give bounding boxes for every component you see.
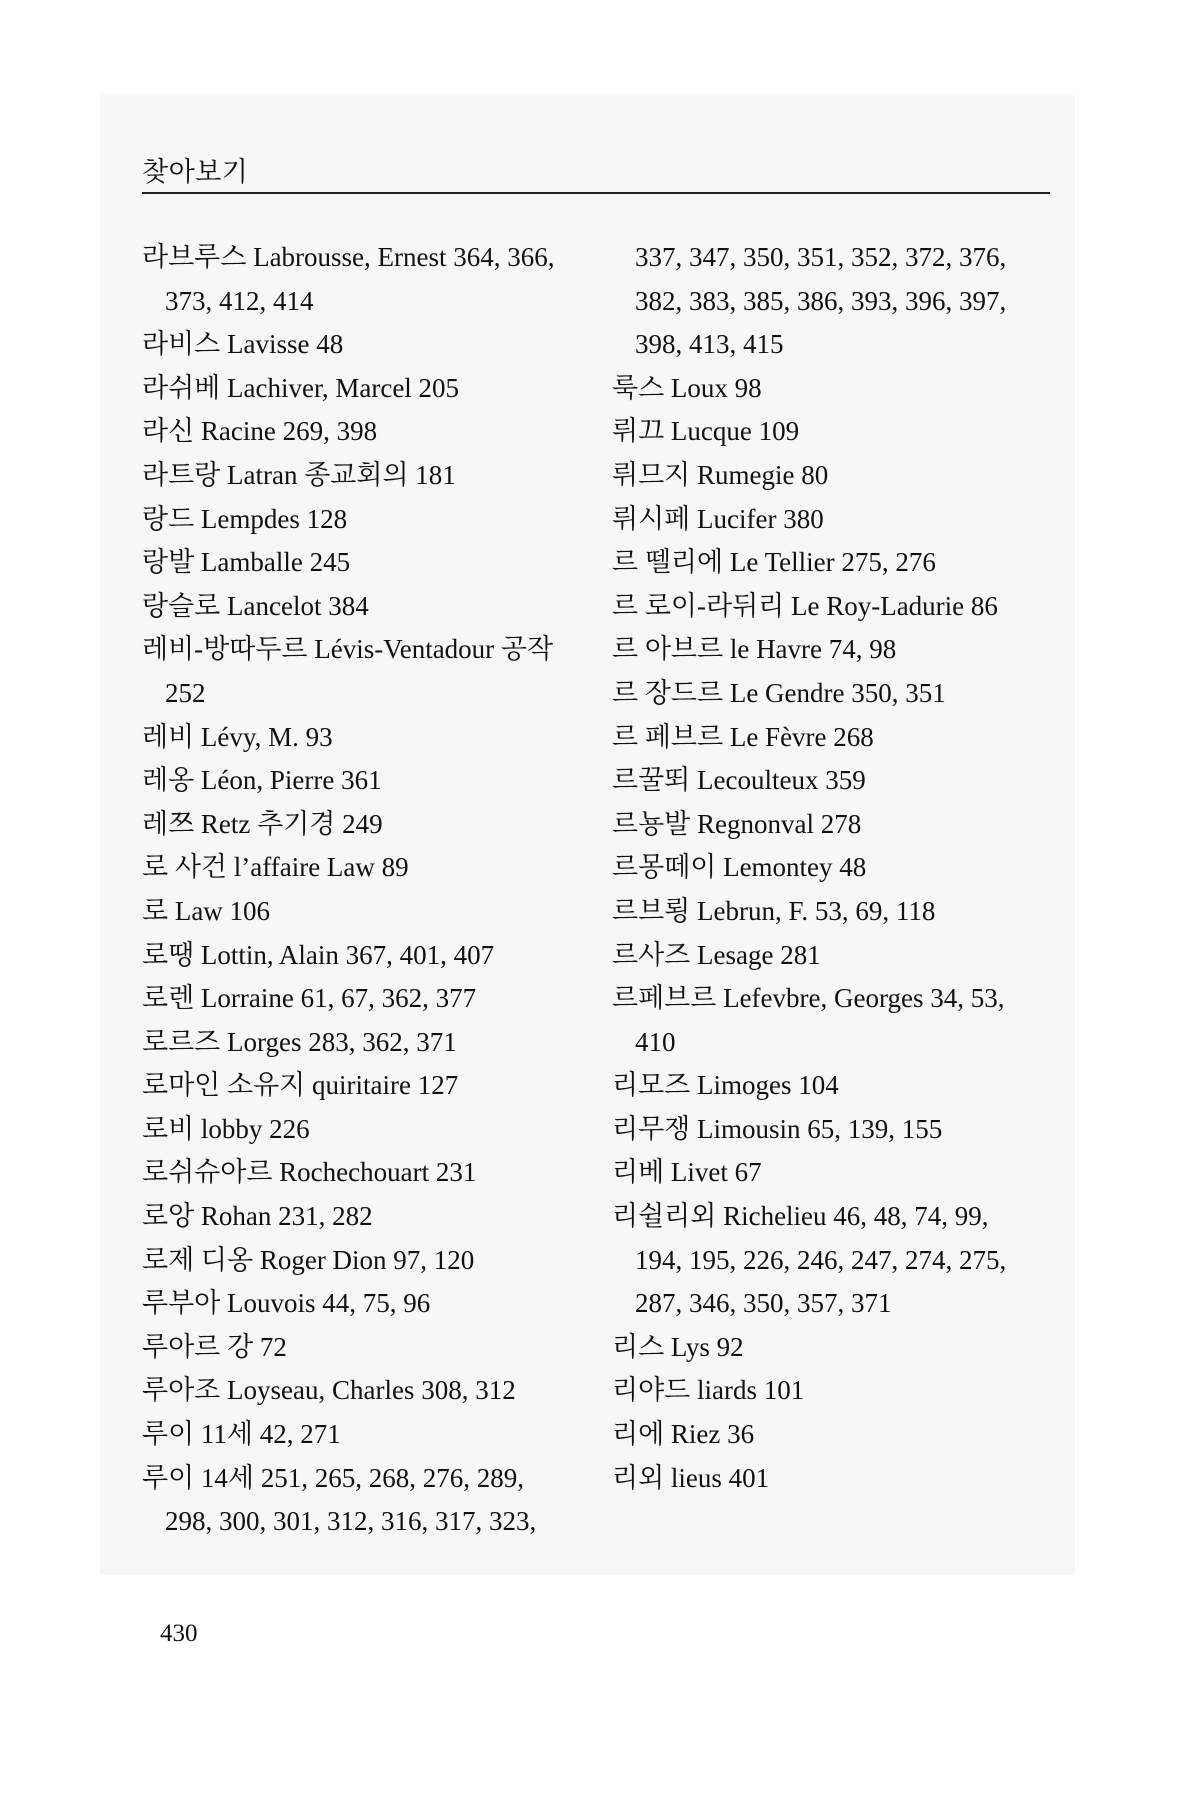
index-entry-continuation: 298, 300, 301, 312, 316, 317, 323, [165,1506,537,1537]
index-entry [612,367,1062,411]
index-entry [142,1021,612,1065]
index-entry [142,1457,612,1544]
index-entry [142,1151,612,1195]
index-entry-text: 로 사건 l’affaire Law 89 [142,852,409,883]
index-entry [612,1457,1062,1501]
index-entry-text: 로 Law 106 [142,895,271,926]
index-entry-text: 라비스 Lavisse 48 [142,329,344,360]
index-entry [142,759,612,803]
index-entry [612,759,1062,803]
index-entry-text: 로마인 소유지 quiritaire 127 [142,1070,459,1101]
index-entry [612,672,1062,716]
index-entry [612,410,1062,454]
index-entry [612,1151,1062,1195]
index-entry-text: 르브룅 Lebrun, F. 53, 69, 118 [612,895,936,926]
page-number: 430 [160,1620,198,1647]
index-entry-text: 라트랑 Latran 종교회의 181 [142,459,456,490]
index-entry-text: 리모즈 Limoges 104 [612,1070,839,1101]
index-entry [612,803,1062,847]
index-entry-text: 르 아브르 le Havre 74, 98 [612,634,897,665]
index-entry [142,890,612,934]
index-entry-text: 리무쟁 Limousin 65, 139, 155 [612,1113,943,1144]
index-entry-text: 뤼시페 Lucifer 380 [612,503,824,534]
index-column-left [142,236,612,1544]
index-entry-text: 라브루스 Labrousse, Ernest 364, 366, [142,242,555,272]
index-entry-continuation: 382, 383, 385, 386, 393, 396, 397, [635,285,1007,316]
index-entry [142,1326,612,1370]
index-entry-text: 라쉬베 Lachiver, Marcel 205 [142,372,460,403]
index-entry [612,934,1062,978]
index-entry [142,585,612,629]
index-entry [612,1369,1062,1413]
index-entry-text: 르꿀뙤 Lecoulteux 359 [612,765,866,796]
index-entry-text: 르몽떼이 Lemontey 48 [612,852,867,883]
index-entry-text: 로비 lobby 226 [142,1113,310,1144]
index-entry [612,1413,1062,1457]
index-entry-continuation: 398, 413, 415 [635,329,784,360]
index-entry-text: 리에 Riez 36 [612,1419,755,1450]
index-entry [142,236,612,323]
index-entry-text: 로제 디옹 Roger Dion 97, 120 [142,1244,475,1275]
index-entry [142,367,612,411]
index-column-right [612,236,1062,1500]
index-entry [142,803,612,847]
index-entry-text: 루아조 Loyseau, Charles 308, 312 [142,1375,516,1406]
index-entry [612,1195,1062,1282]
index-entry-text: 르 뗄리에 Le Tellier 275, 276 [612,547,936,578]
index-entry-text: 룩스 Loux 98 [612,372,762,403]
index-entry [142,498,612,542]
index-entry-text: 루부아 Louvois 44, 75, 96 [142,1288,431,1319]
index-entry [142,323,612,367]
index-entry-continuation: 337, 347, 350, 351, 352, 372, 376, [635,242,1007,272]
index-entry-text: 리외 lieus 401 [612,1462,770,1493]
index-entry [142,410,612,454]
index-entry-text: 로쉬슈아르 Rochechouart 231 [142,1157,477,1188]
index-entry-text: 르 페브르 Le Fèvre 268 [612,721,874,752]
index-entry [142,1413,612,1457]
index-entry [612,716,1062,760]
index-entry-text: 르페브르 Lefevbre, Georges 34, 53, [612,983,1005,1014]
index-entry-text: 레비-방따두르 Lévis-Ventadour 공작 [142,634,554,665]
index-entry-text: 르 로이-라뒤리 Le Roy-Ladurie 86 [612,590,998,621]
index-entry [612,846,1062,890]
index-entry [612,1064,1062,1108]
index-entry [142,1195,612,1239]
index-entry [142,1282,612,1326]
index-entry [142,1108,612,1152]
running-head-title: 찾아보기 [142,157,249,188]
index-entry [612,498,1062,542]
index-entry [142,1064,612,1108]
index-entry [142,454,612,498]
index-entry [612,1326,1062,1370]
index-entry-text: 레옹 Léon, Pierre 361 [142,765,382,796]
index-entry-text: 랑발 Lamballe 245 [142,547,351,578]
index-entry [612,454,1062,498]
index-entry-text: 루이 11세 42, 271 [142,1419,341,1450]
index-entry-text: 리스 Lys 92 [612,1331,744,1362]
index-entry-text: 르 장드르 Le Gendre 350, 351 [612,677,946,708]
index-entry-text: 랑슬로 Lancelot 384 [142,590,369,621]
index-entry [142,716,612,760]
index-entry-text: 르뇽발 Regnonval 278 [612,808,862,839]
index-entry-text: 레쯔 Retz 추기경 249 [142,808,383,839]
index-entry-text: 랑드 Lempdes 128 [142,503,348,534]
index-entry-continuation: 373, 412, 414 [165,285,314,316]
index-entry-text: 루이 14세 251, 265, 268, 276, 289, [142,1462,524,1493]
index-entry [142,1239,612,1283]
index-entry-text: 뤼끄 Lucque 109 [612,416,800,447]
index-entry [142,541,612,585]
index-entry [612,1108,1062,1152]
index-entry [612,585,1062,629]
index-entry-text: 리쉴리외 Richelieu 46, 48, 74, 99, [612,1201,989,1232]
index-entry-text: 리베 Livet 67 [612,1157,762,1188]
index-entry-continuation: 252 [165,677,206,708]
index-entry [612,890,1062,934]
index-entry [142,934,612,978]
index-entry [612,628,1062,672]
index-entry [142,628,612,715]
index-entry-continuation: 287, 346, 350, 357, 371 [635,1288,892,1319]
index-entry-continuation: 410 [635,1026,676,1057]
index-entry-text: 뤼므지 Rumegie 80 [612,459,829,490]
header-rule [142,192,1050,194]
index-entry-text: 레비 Lévy, M. 93 [142,721,333,752]
index-entry [612,541,1062,585]
index-entry-text: 로렌 Lorraine 61, 67, 362, 377 [142,983,477,1014]
index-entry [142,846,612,890]
index-entry-text: 리야드 liards 101 [612,1375,805,1406]
index-entry-text: 로앙 Rohan 231, 282 [142,1201,373,1232]
index-entry-text: 로르즈 Lorges 283, 362, 371 [142,1026,457,1057]
index-entry-continuation: 194, 195, 226, 246, 247, 274, 275, [635,1244,1007,1275]
index-entry [142,1369,612,1413]
index-entry-text: 르사즈 Lesage 281 [612,939,821,970]
index-entry-text: 로땡 Lottin, Alain 367, 401, 407 [142,939,495,970]
index-entry-text: 루아르 강 72 [142,1331,287,1362]
index-entry [612,977,1062,1064]
index-entry-text: 라신 Racine 269, 398 [142,416,378,447]
index-entry [142,977,612,1021]
